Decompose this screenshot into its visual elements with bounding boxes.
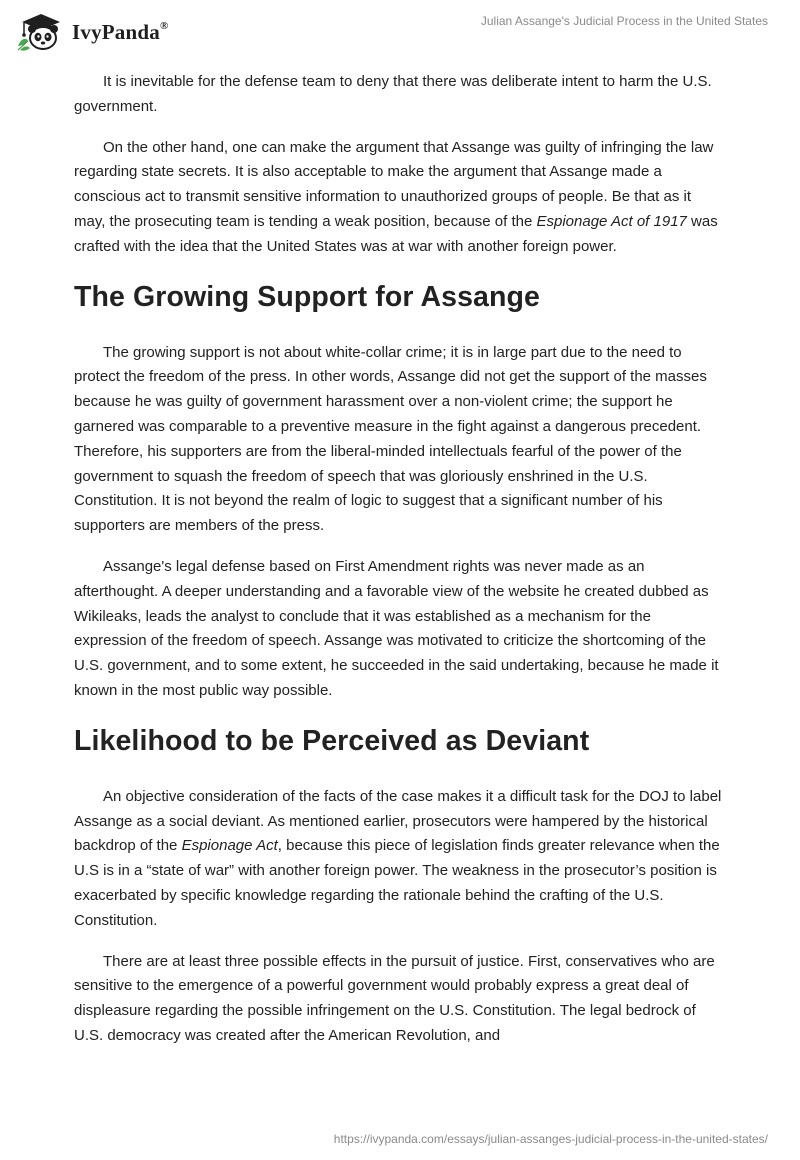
registered-mark: ® — [159, 19, 169, 32]
document-title: Julian Assange's Judicial Process in the United States — [480, 14, 768, 28]
act-title: Espionage Act — [181, 837, 278, 855]
ivypanda-logo[interactable] — [14, 10, 168, 52]
act-title: Espionage Act of 1917 — [536, 212, 687, 230]
source-url-link[interactable]: https://ivypanda.com/essays/julian-assanges-judicial-process-in-the-united-states/ — [333, 1132, 768, 1146]
section-heading: Likelihood to be Perceived as Deviant — [74, 724, 590, 757]
section-heading: The Growing Support for Assange — [74, 280, 540, 313]
paragraph: It is inevitable for the defense team to deny that there was deliberate intent to harm the U.S. government. — [74, 73, 712, 115]
paragraph: An objective consideration of the facts of the case makes it a difficult task for the DOJ to label Assange as a social deviant. As mentioned earlier, prosecutors were hampered by the historical backdrop of the Espionage Act, because this piece of legislation finds greater relevance when the U.S is in a “state of war” with another foreign power. The weakness in the prosecutor’s position is exacerbated by specific knowledge regarding the rationale behind the crafting of the U.S. Constitution. — [74, 787, 722, 929]
paragraph: The growing support is not about white-collar crime; it is in large part due to the need to protect the freedom of the press. In other words, Assange did not get the support of the masses because he was guilty of government harassment over a non-violent crime; the support he garnered was comparable to a preventive measure in the fight against a dangerous precedent. Therefore, his supporters are from the liberal-minded intellectuals fearful of the power of the government to squash the freedom of speech that was gloriously enshrined in the U.S. Constitution. It is not beyond the realm of logic to suggest that a significant number of his supporters are members of the press. — [74, 343, 707, 535]
essay-body — [74, 70, 724, 1065]
logo-text: IvyPanda® — [72, 19, 169, 44]
paragraph: On the other hand, one can make the argument that Assange was guilty of infringing the law regarding state secrets. It is also acceptable to make the argument that Assange made a conscious act to transmit sensitive information to unauthorized groups of people. Be that as it may, the prosecuting team is tending a weak position, because of the Espionage Act of 1917 was crafted with the idea that the United States was at war with another foreign power. — [74, 138, 718, 255]
paragraph: There are at least three possible effects in the pursuit of justice. First, conservatives who are sensitive to the emergence of a powerful government would probably express a great deal of displeasure regarding the possible infringement on the U.S. Constitution. The legal bedrock of U.S. democracy was created after the American Revolution, and — [74, 952, 715, 1044]
paragraph: Assange's legal defense based on First Amendment rights was never made as an afterthought. A deeper understanding and a favorable view of the website he created dubbed as Wikileaks, leads the analyst to conclude that it was established as a mechanism for the expression of the freedom of speech. Assange was motivated to criticize the shortcoming of the U.S. government, and to some extent, he succeeded in the said undertaking, because he made it known in the most public way possible. — [74, 557, 719, 699]
page-header — [0, 0, 800, 56]
panda-graduate-icon — [14, 10, 68, 52]
